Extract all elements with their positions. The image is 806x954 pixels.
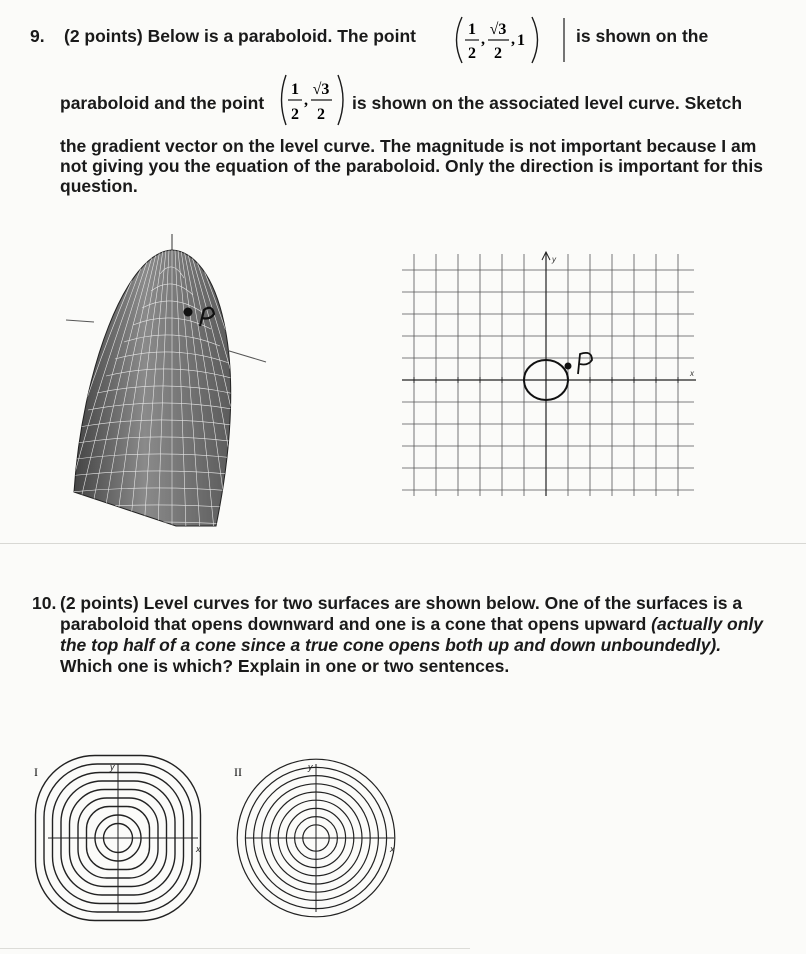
q9-shown-text: is shown on the	[576, 26, 709, 46]
q9-line2	[60, 70, 790, 128]
point-2d-expression	[275, 72, 355, 128]
q9-line1	[30, 14, 790, 66]
q10-text-end: Which one is which? Explain in one or two sentences.	[60, 656, 510, 676]
paraboloid-point-marker	[184, 308, 193, 317]
q9-intro-text: (2 points) Below is a paraboloid. The point	[64, 26, 416, 46]
q9-level-curve-text: is shown on the associated level curve. Sketch	[352, 93, 743, 113]
q9-instructions: the gradient vector on the level curve. The magnitude is not important because I am not giving you the equation of the paraboloid. Only the direction is important for this question.	[60, 136, 763, 196]
figure-2-axis-x: x	[390, 844, 395, 854]
bottom-rule	[0, 948, 470, 949]
level-curve-point-marker	[565, 363, 572, 370]
figure-2-axis-y: y	[308, 762, 313, 772]
q10-text-italic: (actually only the top half of a cone since a true cone opens both up and down unboundedly).	[60, 614, 764, 655]
level-curves-figure-1	[30, 756, 201, 921]
level-curves-figure-2	[228, 756, 396, 921]
svg-text:,: ,	[481, 31, 485, 48]
section-divider	[0, 543, 806, 544]
q9-number: 9.	[30, 26, 45, 46]
svg-text:,: ,	[304, 92, 308, 109]
point-3d-expression	[448, 14, 572, 66]
figure-1-label: I	[34, 765, 38, 779]
figure-1-axis-y: y	[110, 762, 115, 772]
q10-text	[60, 593, 768, 677]
q9-paraboloid-text: paraboloid and the point	[60, 93, 265, 113]
svg-text:,: ,	[511, 31, 515, 48]
point2d-y-den: 2	[317, 106, 325, 123]
q10-text-normal: (2 points) Level curves for two surfaces are shown below. One of the surfaces is a paraboloid that opens downward and one is a cone that opens upward	[60, 593, 743, 634]
q10-number: 10.	[32, 593, 57, 613]
point3d-y-num: √3	[489, 21, 507, 38]
point3d-x-den: 2	[468, 45, 476, 62]
point2d-x-num: 1	[291, 81, 299, 98]
grid-axis-x-label: x	[690, 369, 694, 378]
level-curve-grid	[396, 240, 706, 500]
figure-2-label: II	[234, 765, 242, 779]
paraboloid-figure	[66, 230, 276, 530]
figure-1-axis-x: x	[196, 844, 201, 854]
point2d-x-den: 2	[291, 106, 299, 123]
grid-axis-y-label: y	[552, 255, 556, 264]
point2d-y-num: √3	[312, 81, 330, 98]
point3d-z: 1	[517, 32, 525, 49]
point3d-y-den: 2	[494, 45, 502, 62]
point3d-x-num: 1	[468, 21, 476, 38]
